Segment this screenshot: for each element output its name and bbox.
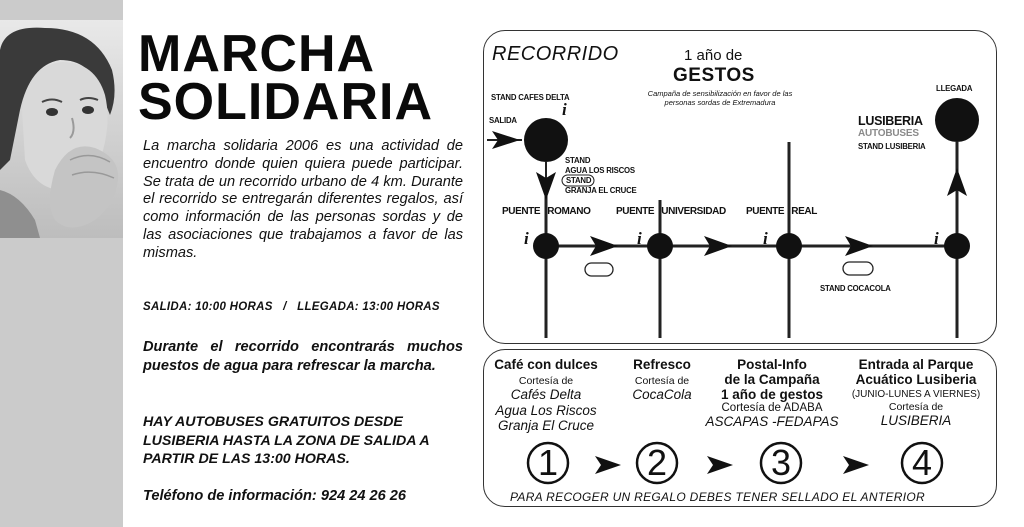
- campaign-subtitle-line-2: personas sordas de Extremadura: [664, 98, 776, 107]
- gift-arrow-1: [595, 456, 621, 474]
- gift-4-hours: (JUNIO-LUNES A VIERNES): [851, 389, 981, 400]
- gift-arrow-3: [843, 456, 869, 474]
- gift-arrow-2: [707, 456, 733, 474]
- stand-cocacola-label: STAND COCACOLA: [820, 284, 891, 293]
- stand-oval-2: [843, 262, 873, 275]
- info-icon: i: [763, 229, 768, 248]
- title-line-2: SOLIDARIA: [138, 73, 433, 131]
- gift-4-courtesy: Cortesía de: [888, 401, 944, 413]
- gift-item-4: [840, 357, 992, 429]
- gift-item-3: [692, 357, 852, 430]
- stand-agua-label-4: GRANJA EL CRUCE: [565, 186, 637, 195]
- gift-4-sponsor-1: LUSIBERIA: [880, 413, 952, 428]
- gift-1-sponsor-2: Agua Los Riscos: [495, 402, 597, 418]
- gift-2-sponsor-1: CocaCola: [632, 387, 692, 402]
- gift-item-2: [622, 357, 702, 403]
- gift-4-heading-1: Entrada al Parque: [858, 357, 974, 372]
- llegada-label: LLEGADA: [936, 84, 973, 93]
- campaign-gestos: GESTOS: [673, 65, 755, 86]
- info-icon: i: [934, 229, 939, 248]
- gift-2-courtesy: Cortesía de: [634, 375, 690, 387]
- gift-number-3: 3: [770, 442, 792, 483]
- campaign-subtitle: [620, 89, 820, 107]
- info-icon: i: [562, 100, 567, 119]
- gifts-footer: PARA RECOGER UN REGALO DEBES TENER SELLADO EL ANTERIOR: [510, 490, 925, 504]
- lusiberia-label: LUSIBERIA: [858, 114, 923, 128]
- gift-3-heading-2: de la Campaña: [724, 372, 820, 387]
- gift-3-heading-3: 1 año de gestos: [720, 387, 824, 402]
- route-heading: RECORRIDO: [492, 43, 619, 65]
- campaign-anio: 1 año de: [684, 47, 743, 64]
- intro-paragraph: La marcha solidaria 2006 es una actividad de encuentro donde quien quiera puede participar. Se trata de un recorrido urbano de 4 km. Durante el recorrido se entregarán diferentes regalos, así como información de las personas sordas y de las asociaciones que trabajamos a favor de las mismas.: [143, 138, 463, 261]
- gift-1-sponsor-3: Granja El Cruce: [497, 418, 595, 433]
- bus-paragraph: HAY AUTOBUSES GRATUITOS DESDE LUSIBERIA HASTA LA ZONA DE SALIDA A PARTIR DE LAS 13:00 HORAS.: [143, 414, 430, 467]
- gift-4-heading-2: Acuático Lusiberia: [855, 372, 977, 387]
- gift-3-courtesy: Cortesía de ADABA: [721, 402, 823, 414]
- checkpoint-universidad: [647, 233, 673, 259]
- checkpoint-lusiberia: [944, 233, 970, 259]
- checkpoint-romano: [533, 233, 559, 259]
- gift-1-courtesy: Cortesía de: [518, 375, 574, 387]
- gift-1-heading: Café con dulces: [494, 357, 598, 372]
- gift-2-heading: Refresco: [633, 357, 691, 372]
- finish-circle: [935, 98, 979, 142]
- stand-agua-label-2: AGUA LOS RISCOS: [565, 166, 635, 175]
- stand-cafes-label: STAND CAFES DELTA: [491, 93, 570, 102]
- gift-1-sponsor-1: Cafés Delta: [510, 387, 582, 402]
- stand-lusiberia-label: STAND LUSIBERIA: [858, 142, 926, 151]
- info-icon: i: [524, 229, 529, 248]
- puente-romano-label: PUENTE ROMANO: [502, 206, 591, 217]
- stand-agua-label-1: STAND: [565, 156, 591, 165]
- puente-universidad-label: PUENTE UNIVERSIDAD: [616, 206, 726, 217]
- schedule-times: SALIDA: 10:00 HORAS / LLEGADA: 13:00 HORAS: [143, 301, 440, 313]
- checkpoint-real: [776, 233, 802, 259]
- salida-label: SALIDA: [489, 116, 517, 125]
- gift-3-heading-1: Postal-Info: [737, 357, 807, 372]
- gift-item-1: [487, 357, 605, 434]
- gift-number-4: 4: [911, 442, 933, 483]
- stand-oval-1: [585, 263, 613, 276]
- autobuses-label: AUTOBUSES: [858, 128, 919, 139]
- stand-agua-label-3: STAND: [566, 176, 592, 185]
- title-line-1: MARCHA: [138, 25, 376, 83]
- puente-real-label: PUENTE REAL: [746, 206, 817, 217]
- gift-number-1: 1: [537, 442, 559, 483]
- start-circle: [524, 118, 568, 162]
- campaign-subtitle-line-1: Campaña de sensibilización en favor de las: [647, 89, 793, 98]
- info-icon: i: [637, 229, 642, 248]
- gift-number-2: 2: [646, 442, 668, 483]
- phone-info: Teléfono de información: 924 24 26 26: [143, 488, 407, 504]
- gift-3-sponsor-1: ASCAPAS -FEDAPAS: [705, 414, 839, 429]
- water-paragraph: Durante el recorrido encontrarás muchos puestos de agua para refrescar la marcha.: [143, 339, 463, 374]
